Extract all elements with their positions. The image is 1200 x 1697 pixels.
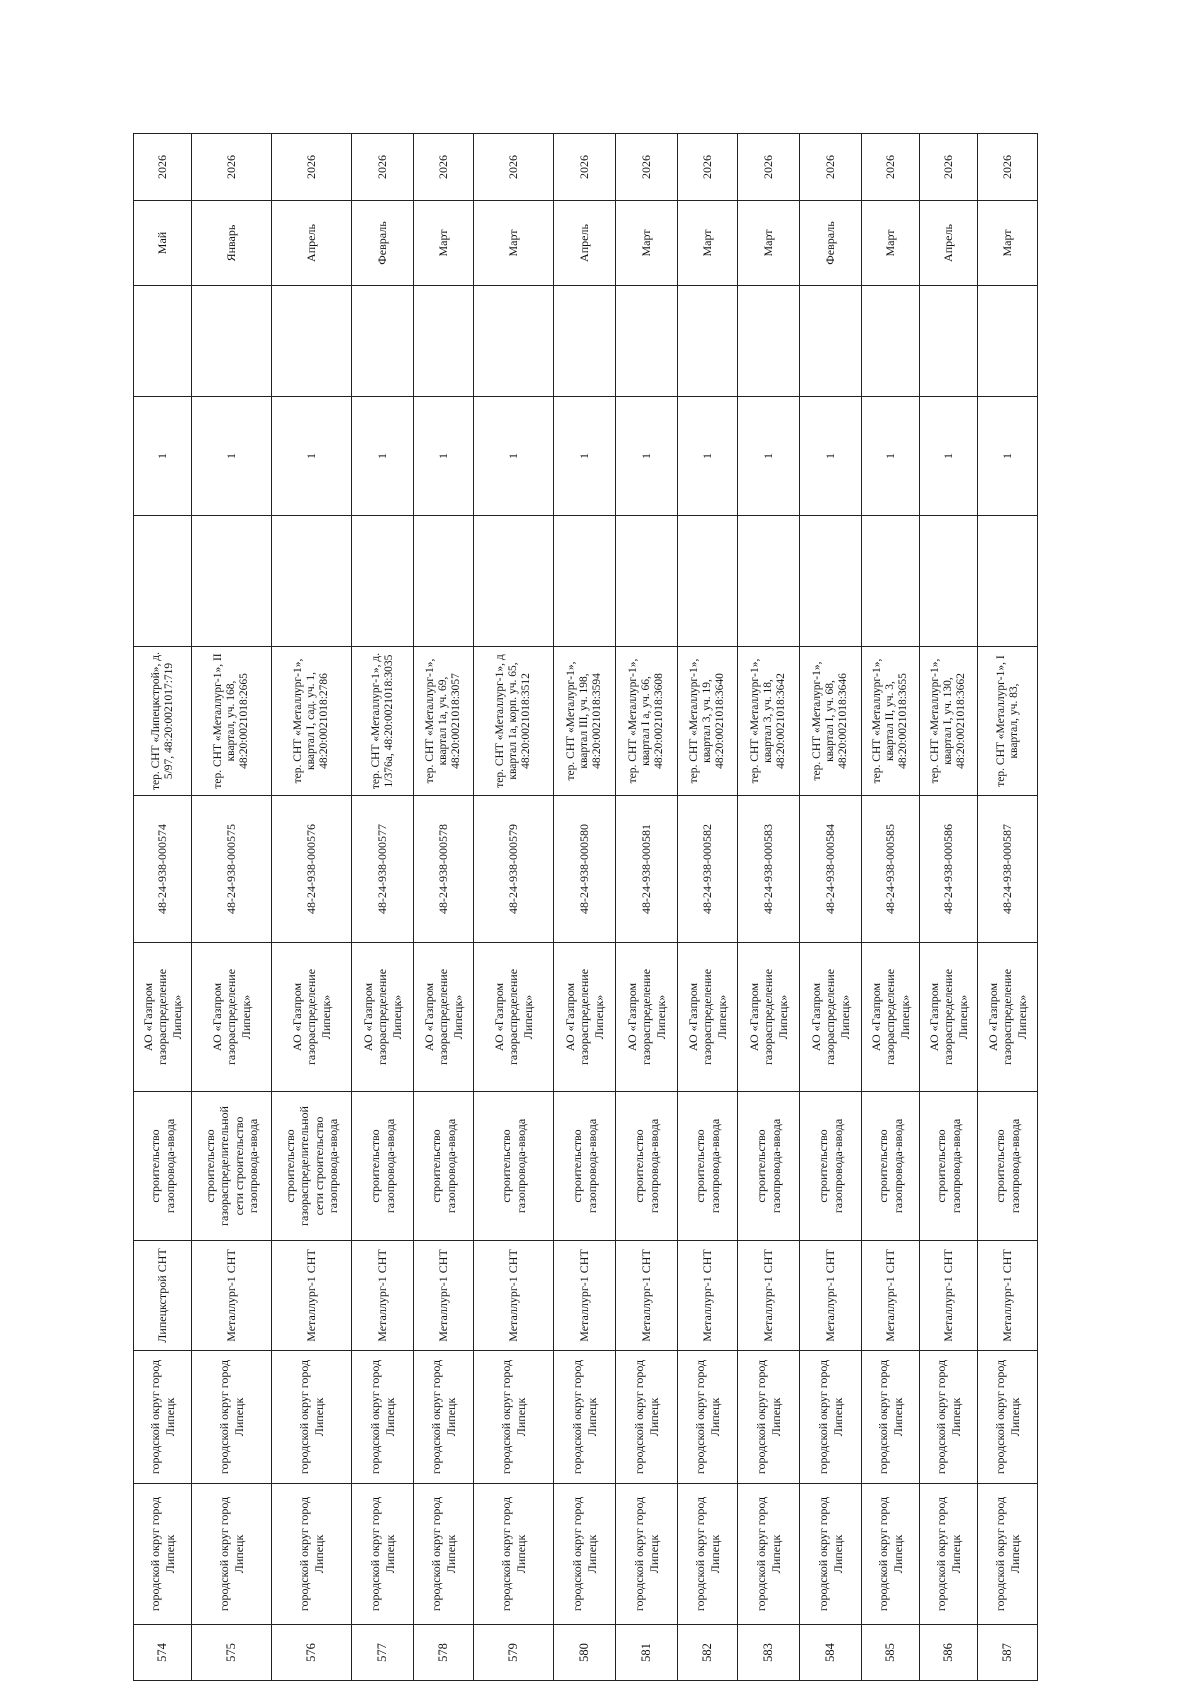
work-type-cell: строительство газопровода-ввода [920, 1092, 978, 1241]
locality-cell: городской округ город Липецк [272, 1351, 352, 1484]
code-cell: 48-24-938-000579 [474, 796, 554, 943]
organization-cell: АО «Газпром газораспределение Липецк» [192, 943, 272, 1092]
empty-cell [800, 286, 862, 397]
empty-cell [978, 286, 1038, 397]
organization-cell: АО «Газпром газораспределение Липецк» [978, 943, 1038, 1092]
table-row [352, 134, 414, 1681]
row-number: 578 [414, 1625, 474, 1681]
address-cell: тер. СНТ «Металлург-1», д. 1/376а, 48:20:0021018:3035 [352, 647, 414, 796]
locality-cell: городской округ город Липецк [978, 1351, 1038, 1484]
work-type-cell: строительство газораспределительной сети строительство газопровода-ввода [192, 1092, 272, 1241]
row-number: 581 [616, 1625, 678, 1681]
rotated-table-container [133, 134, 1038, 1681]
district-cell: городской округ город Липецк [800, 1484, 862, 1625]
empty-cell [738, 286, 800, 397]
quantity-cell: 1 [800, 397, 862, 516]
address-cell: тер. СНТ «Металлург-1», квартал 3, уч. 19, 48:20:0021018:3640 [678, 647, 738, 796]
empty-cell [862, 516, 920, 647]
district-cell: городской округ город Липецк [978, 1484, 1038, 1625]
work-type-cell: строительство газопровода-ввода [800, 1092, 862, 1241]
month-cell: Январь [192, 201, 272, 286]
table-row [414, 134, 474, 1681]
month-cell: Март [474, 201, 554, 286]
code-cell: 48-24-938-000576 [272, 796, 352, 943]
district-cell: городской округ город Липецк [862, 1484, 920, 1625]
row-number: 576 [272, 1625, 352, 1681]
table-row [800, 134, 862, 1681]
quantity-cell: 1 [738, 397, 800, 516]
table-row [474, 134, 554, 1681]
year-cell: 2026 [616, 134, 678, 201]
empty-cell [554, 286, 616, 397]
locality-cell: городской округ город Липецк [474, 1351, 554, 1484]
address-cell: тер. СНТ «Липецкстрой», д. 5/97, 48:20:0021017:719 [134, 647, 192, 796]
month-cell: Март [738, 201, 800, 286]
month-cell: Март [678, 201, 738, 286]
locality-cell: городской округ город Липецк [134, 1351, 192, 1484]
quantity-cell: 1 [474, 397, 554, 516]
work-type-cell: строительство газопровода-ввода [978, 1092, 1038, 1241]
locality-cell: городской округ город Липецк [616, 1351, 678, 1484]
year-cell: 2026 [862, 134, 920, 201]
table-row [272, 134, 352, 1681]
object-cell: Металлург-1 СНТ [554, 1241, 616, 1351]
quantity-cell: 1 [192, 397, 272, 516]
object-cell: Металлург-1 СНТ [352, 1241, 414, 1351]
month-cell: Март [414, 201, 474, 286]
district-cell: городской округ город Липецк [192, 1484, 272, 1625]
empty-cell [678, 516, 738, 647]
code-cell: 48-24-938-000578 [414, 796, 474, 943]
quantity-cell: 1 [678, 397, 738, 516]
address-cell: тер. СНТ «Металлург-1», д квартал 1а, корп. уч. 65, 48:20:0021018:3512 [474, 647, 554, 796]
empty-cell [920, 286, 978, 397]
row-number: 575 [192, 1625, 272, 1681]
address-cell: тер. СНТ «Металлург-1», II квартал, уч. 168, 48:20:0021018:2665 [192, 647, 272, 796]
year-cell: 2026 [678, 134, 738, 201]
organization-cell: АО «Газпром газораспределение Липецк» [474, 943, 554, 1092]
organization-cell: АО «Газпром газораспределение Липецк» [920, 943, 978, 1092]
address-cell: тер. СНТ «Металург-1», квартал I, уч. 68, 48:20:0021018:3646 [800, 647, 862, 796]
empty-cell [616, 286, 678, 397]
table-row [134, 134, 192, 1681]
quantity-cell: 1 [920, 397, 978, 516]
empty-cell [800, 516, 862, 647]
year-cell: 2026 [978, 134, 1038, 201]
organization-cell: АО «Газпром газораспределение Липецк» [414, 943, 474, 1092]
code-cell: 48-24-938-000580 [554, 796, 616, 943]
year-cell: 2026 [800, 134, 862, 201]
work-type-cell: строительство газопровода-ввода [554, 1092, 616, 1241]
object-cell: Металлург-1 СНТ [474, 1241, 554, 1351]
locality-cell: городской округ город Липецк [862, 1351, 920, 1484]
empty-cell [272, 516, 352, 647]
year-cell: 2026 [920, 134, 978, 201]
object-cell: Металлург-1 СНТ [192, 1241, 272, 1351]
gasification-schedule-table [133, 133, 1038, 1681]
month-cell: Апрель [554, 201, 616, 286]
row-number: 583 [738, 1625, 800, 1681]
code-cell: 48-24-938-000581 [616, 796, 678, 943]
work-type-cell: строительство газопровода-ввода [134, 1092, 192, 1241]
address-cell: тер. СНТ «Металлург-1», квартал 3, уч. 18, 48:20:0021018:3642 [738, 647, 800, 796]
empty-cell [616, 516, 678, 647]
empty-cell [920, 516, 978, 647]
address-cell: тер. СНТ «Металлург-1», квартал I, уч. 130, 48:20:0021018:3662 [920, 647, 978, 796]
organization-cell: АО «Газпром газораспределение Липецк» [352, 943, 414, 1092]
table-row [192, 134, 272, 1681]
row-number: 574 [134, 1625, 192, 1681]
quantity-cell: 1 [616, 397, 678, 516]
year-cell: 2026 [414, 134, 474, 201]
row-number: 577 [352, 1625, 414, 1681]
row-number: 587 [978, 1625, 1038, 1681]
district-cell: городской округ город Липецк [272, 1484, 352, 1625]
empty-cell [192, 286, 272, 397]
organization-cell: АО «Газпром газораспределение Липецк» [738, 943, 800, 1092]
month-cell: Март [862, 201, 920, 286]
object-cell: Металлург-1 СНТ [862, 1241, 920, 1351]
locality-cell: городской округ город Липецк [192, 1351, 272, 1484]
empty-cell [474, 286, 554, 397]
table-row [738, 134, 800, 1681]
quantity-cell: 1 [272, 397, 352, 516]
empty-cell [474, 516, 554, 647]
year-cell: 2026 [352, 134, 414, 201]
object-cell: Металлург-1 СНТ [616, 1241, 678, 1351]
object-cell: Липецкстрой СНТ [134, 1241, 192, 1351]
quantity-cell: 1 [978, 397, 1038, 516]
code-cell: 48-24-938-000575 [192, 796, 272, 943]
year-cell: 2026 [474, 134, 554, 201]
object-cell: Металлург-1 СНТ [800, 1241, 862, 1351]
district-cell: городской округ город Липецк [920, 1484, 978, 1625]
empty-cell [192, 516, 272, 647]
month-cell: Февраль [800, 201, 862, 286]
quantity-cell: 1 [862, 397, 920, 516]
empty-cell [554, 516, 616, 647]
quantity-cell: 1 [554, 397, 616, 516]
object-cell: Металлург-1 СНТ [272, 1241, 352, 1351]
row-number: 580 [554, 1625, 616, 1681]
year-cell: 2026 [192, 134, 272, 201]
organization-cell: АО «Газпром газораспределение Липецк» [134, 943, 192, 1092]
row-number: 584 [800, 1625, 862, 1681]
month-cell: Март [978, 201, 1038, 286]
locality-cell: городской округ город Липецк [738, 1351, 800, 1484]
address-cell: тер. СНТ «Металлург-1», квартал I а, уч. 66, 48:20:0021018:3608 [616, 647, 678, 796]
empty-cell [414, 516, 474, 647]
district-cell: городской округ город Липецк [616, 1484, 678, 1625]
object-cell: Металлург-1 СНТ [978, 1241, 1038, 1351]
district-cell: городской округ город Липецк [554, 1484, 616, 1625]
locality-cell: городской округ город Липецк [920, 1351, 978, 1484]
quantity-cell: 1 [352, 397, 414, 516]
table-row [862, 134, 920, 1681]
empty-cell [978, 516, 1038, 647]
table-row [616, 134, 678, 1681]
address-cell: тер. СНТ «Металлург-1», квартал II, уч. 3, 48:20:0021018:3655 [862, 647, 920, 796]
table-row [678, 134, 738, 1681]
district-cell: городской округ город Липецк [352, 1484, 414, 1625]
year-cell: 2026 [272, 134, 352, 201]
organization-cell: АО «Газпром газораспределение Липецк» [554, 943, 616, 1092]
organization-cell: АО «Газпром газораспределение Липецк» [678, 943, 738, 1092]
code-cell: 48-24-938-000582 [678, 796, 738, 943]
district-cell: городской округ город Липецк [134, 1484, 192, 1625]
empty-cell [678, 286, 738, 397]
year-cell: 2026 [554, 134, 616, 201]
month-cell: Февраль [352, 201, 414, 286]
code-cell: 48-24-938-000574 [134, 796, 192, 943]
empty-cell [272, 286, 352, 397]
locality-cell: городской округ город Липецк [800, 1351, 862, 1484]
row-number: 579 [474, 1625, 554, 1681]
address-cell: тер. СНТ «Металлург-1», квартал I, сад. уч. 1, 48:20:0021018:2786 [272, 647, 352, 796]
work-type-cell: строительство газораспределительной сети строительство газопровода-ввода [272, 1092, 352, 1241]
month-cell: Апрель [272, 201, 352, 286]
object-cell: Металлург-1 СНТ [414, 1241, 474, 1351]
code-cell: 48-24-938-000587 [978, 796, 1038, 943]
row-number: 582 [678, 1625, 738, 1681]
district-cell: городской округ город Липецк [474, 1484, 554, 1625]
locality-cell: городской округ город Липецк [554, 1351, 616, 1484]
work-type-cell: строительство газопровода-ввода [352, 1092, 414, 1241]
empty-cell [738, 516, 800, 647]
work-type-cell: строительство газопровода-ввода [474, 1092, 554, 1241]
locality-cell: городской округ город Липецк [678, 1351, 738, 1484]
district-cell: городской округ город Липецк [678, 1484, 738, 1625]
locality-cell: городской округ город Липецк [414, 1351, 474, 1484]
table-body [134, 134, 1038, 1681]
year-cell: 2026 [738, 134, 800, 201]
organization-cell: АО «Газпром газораспределение Липецк» [272, 943, 352, 1092]
code-cell: 48-24-938-000583 [738, 796, 800, 943]
empty-cell [414, 286, 474, 397]
work-type-cell: строительство газопровода-ввода [678, 1092, 738, 1241]
object-cell: Металлург-1 СНТ [678, 1241, 738, 1351]
table-row [920, 134, 978, 1681]
object-cell: Металлург-1 СНТ [920, 1241, 978, 1351]
month-cell: Март [616, 201, 678, 286]
work-type-cell: строительство газопровода-ввода [616, 1092, 678, 1241]
empty-cell [352, 516, 414, 647]
month-cell: Май [134, 201, 192, 286]
code-cell: 48-24-938-000584 [800, 796, 862, 943]
work-type-cell: строительство газопровода-ввода [414, 1092, 474, 1241]
empty-cell [352, 286, 414, 397]
code-cell: 48-24-938-000577 [352, 796, 414, 943]
work-type-cell: строительство газопровода-ввода [738, 1092, 800, 1241]
code-cell: 48-24-938-000585 [862, 796, 920, 943]
work-type-cell: строительство газопровода-ввода [862, 1092, 920, 1241]
organization-cell: АО «Газпром газораспределение Липецк» [862, 943, 920, 1092]
district-cell: городской округ город Липецк [414, 1484, 474, 1625]
table-row [554, 134, 616, 1681]
address-cell: тер. СНТ «Металлург-1», квартал 1а, уч. 69, 48:20:0021018:3057 [414, 647, 474, 796]
address-cell: тер. СНТ «Металлург-1», I квартал, уч. 83, [978, 647, 1038, 796]
district-cell: городской округ город Липецк [738, 1484, 800, 1625]
table-row [978, 134, 1038, 1681]
organization-cell: АО «Газпром газораспределение Липецк» [616, 943, 678, 1092]
locality-cell: городской округ город Липецк [352, 1351, 414, 1484]
quantity-cell: 1 [414, 397, 474, 516]
organization-cell: АО «Газпром газораспределение Липецк» [800, 943, 862, 1092]
row-number: 585 [862, 1625, 920, 1681]
year-cell: 2026 [134, 134, 192, 201]
object-cell: Металлург-1 СНТ [738, 1241, 800, 1351]
empty-cell [134, 516, 192, 647]
code-cell: 48-24-938-000586 [920, 796, 978, 943]
row-number: 586 [920, 1625, 978, 1681]
address-cell: тер. СНТ «Металург-1», квартал III, уч. 198, 48:20:0021018:3594 [554, 647, 616, 796]
empty-cell [134, 286, 192, 397]
empty-cell [862, 286, 920, 397]
quantity-cell: 1 [134, 397, 192, 516]
month-cell: Апрель [920, 201, 978, 286]
